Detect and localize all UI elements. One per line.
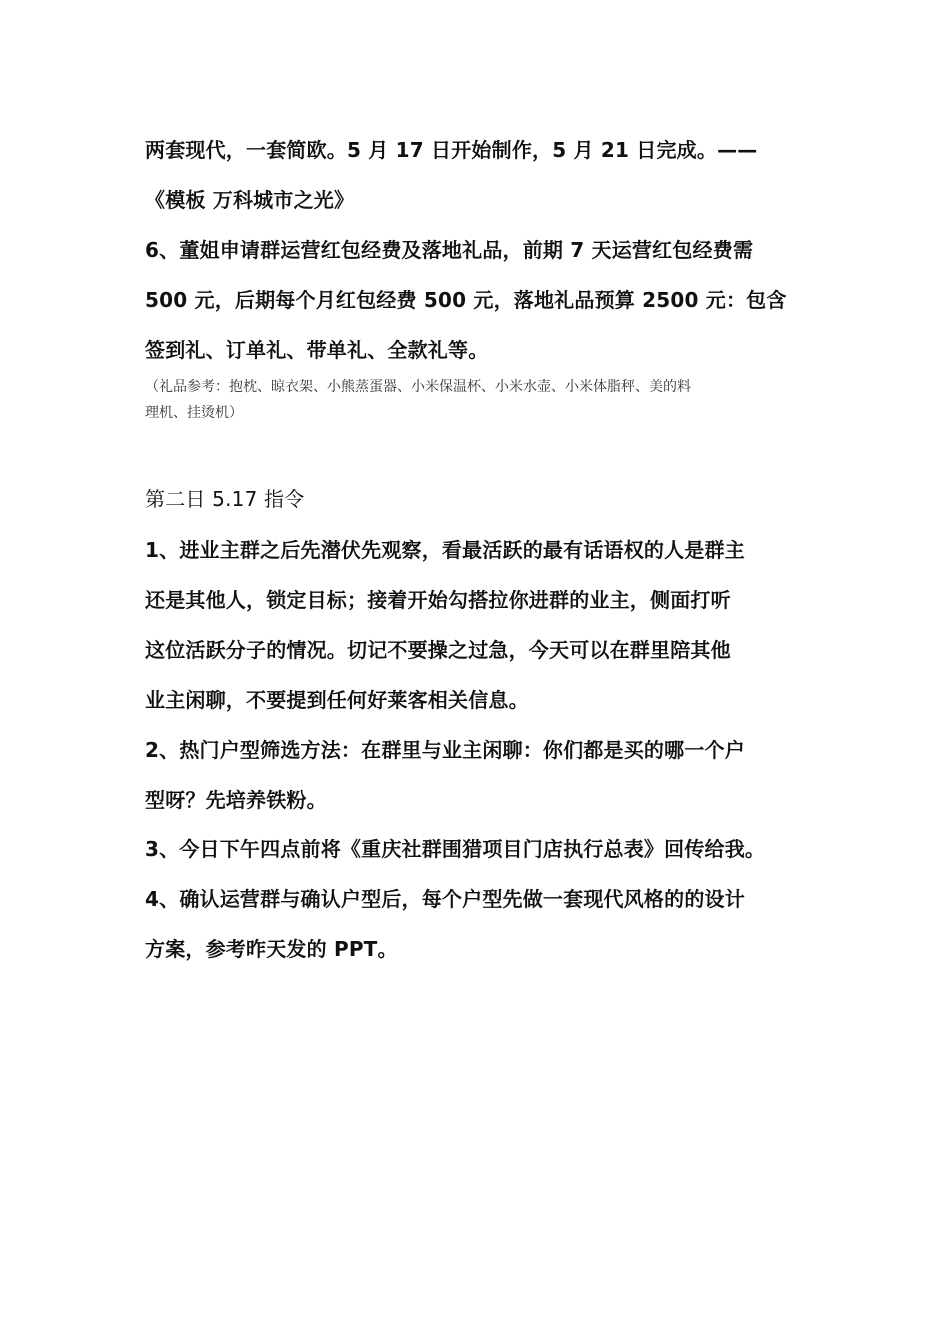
instruction-line: 方案，参考昨天发的 PPT。 [145, 937, 398, 961]
paragraph-line: 6、董姐申请群运营红包经费及落地礼品，前期 7 天运营红包经费需 [145, 238, 754, 262]
instruction-line: 业主闲聊，不要提到任何好莱客相关信息。 [145, 688, 529, 712]
paragraph-line: 签到礼、订单礼、带单礼、全款礼等。 [145, 338, 489, 362]
gift-note-line: （礼品参考：抱枕、晾衣架、小熊蒸蛋器、小米保温杯、小米水壶、小米体脂秤、美的料 [145, 379, 691, 395]
instruction-line: 还是其他人，锁定目标；接着开始勾搭拉你进群的业主，侧面打听 [145, 588, 731, 612]
paragraph-line: 500 元，后期每个月红包经费 500 元，落地礼品预算 2500 元：包含 [145, 288, 787, 312]
instruction-line: 4、确认运营群与确认户型后，每个户型先做一套现代风格的的设计 [145, 887, 745, 911]
instruction-line: 这位活跃分子的情况。切记不要操之过急，今天可以在群里陪其他 [145, 638, 731, 662]
instruction-line: 2、热门户型筛选方法：在群里与业主闲聊：你们都是买的哪一个户 [145, 738, 745, 762]
paragraph-line: 《模板 万科城市之光》 [145, 188, 355, 212]
paragraph-line: 两套现代，一套简欧。5 月 17 日开始制作，5 月 21 日完成。—— [145, 138, 758, 162]
section-title: 第二日 5.17 指令 [145, 487, 305, 511]
instruction-line: 1、进业主群之后先潜伏先观察，看最活跃的最有话语权的人是群主 [145, 538, 745, 562]
gift-note-line: 理机、挂烫机） [145, 405, 243, 421]
instruction-line: 3、今日下午四点前将《重庆社群围猎项目门店执行总表》回传给我。 [145, 837, 766, 861]
instruction-line: 型呀？先培养铁粉。 [145, 788, 327, 812]
